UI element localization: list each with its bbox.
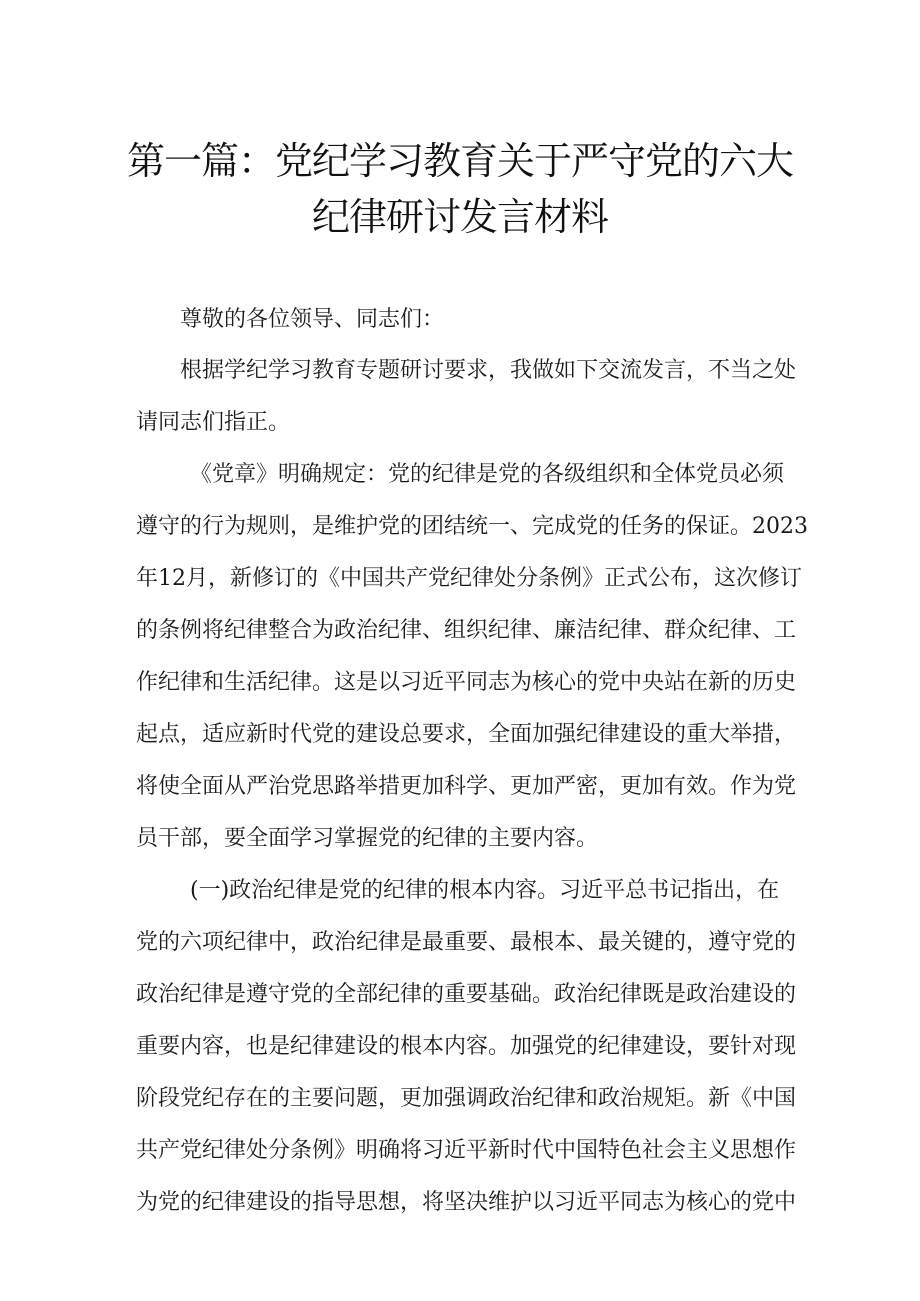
paragraph-3-line-5: 阶段党纪存在的主要问题，更加强调政治纪律和政治规矩。新《中国 (136, 1086, 797, 1111)
paragraph-3-line-6: 共产党纪律处分条例》明确将习近平新时代中国特色社会主义思想作 (136, 1138, 797, 1163)
paragraph-3-line-7: 为党的纪律建设的指导思想，将坚决维护以习近平同志为核心的党中 (136, 1190, 797, 1215)
paragraph-3-line-1: (一)政治纪律是党的纪律的根本内容。习近平总书记指出，在 (190, 878, 780, 903)
paragraph-2-line-1: 《党章》明确规定：党的纪律是党的各级组织和全体党员必须 (190, 462, 785, 487)
document-title-line-1: 第一篇：党纪学习教育关于严守党的六大 (126, 139, 793, 183)
paragraph-2-line-4: 的条例将纪律整合为政治纪律、组织纪律、廉洁纪律、群众纪律、工 (136, 618, 797, 643)
paragraph-3-line-2: 党的六项纪律中，政治纪律是最重要、最根本、最关键的，遵守党的 (136, 930, 797, 955)
salutation: 尊敬的各位领导、同志们： (180, 307, 445, 332)
paragraph-2-line-2: 遵守的行为规则，是维护党的团结统一、完成党的任务的保证。2023 (136, 514, 808, 539)
paragraph-2-line-3: 年12月，新修订的《中国共产党纪律处分条例》正式公布，这次修订 (136, 566, 802, 591)
document-title-line-2: 纪律研讨发言材料 (311, 195, 608, 239)
paragraph-1-line-1: 根据学纪学习教育专题研讨要求，我做如下交流发言，不当之处 (180, 358, 797, 383)
paragraph-3-line-3: 政治纪律是遵守党的全部纪律的重要基础。政治纪律既是政治建设的 (136, 982, 797, 1007)
paragraph-3-line-4: 重要内容，也是纪律建设的根本内容。加强党的纪律建设，要针对现 (136, 1034, 797, 1059)
paragraph-2-line-5: 作纪律和生活纪律。这是以习近平同志为核心的党中央站在新的历史 (136, 670, 797, 695)
paragraph-1-line-2: 请同志们指正。 (136, 410, 291, 435)
paragraph-2-line-6: 起点，适应新时代党的建设总要求，全面加强纪律建设的重大举措， (136, 722, 797, 747)
paragraph-2-line-8: 员干部，要全面学习掌握党的纪律的主要内容。 (136, 826, 599, 851)
paragraph-2-line-7: 将使全面从严治党思路举措更加科学、更加严密，更加有效。作为党 (136, 774, 797, 799)
